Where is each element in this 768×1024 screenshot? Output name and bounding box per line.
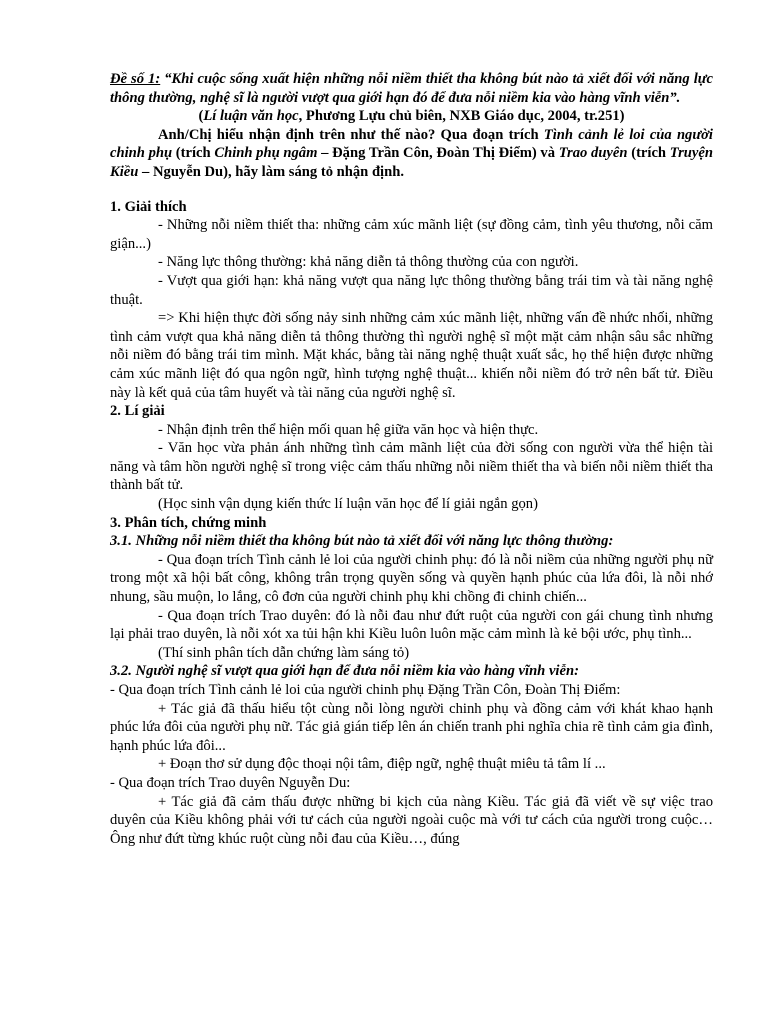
- source-rest: , Phương Lựu chủ biên, NXB Giáo dục, 2004, tr.251): [298, 108, 625, 125]
- section-3-2-item: - Qua đoạn trích Trao duyên Nguyễn Du:: [110, 774, 351, 791]
- source-open: (: [198, 108, 204, 125]
- section-3-2-item: + Tác giả đã thấu hiểu tột cùng nỗi lòng người chinh phụ và đồng cảm với khát khao hạnh phúc lứa đôi của người phụ nữ. Tác giả gián tiếp lên án chiến tranh phi nghĩa chia rẽ tình cảm gia đình, hạnh phúc lứa đôi...: [110, 700, 713, 754]
- section-3-1-title: 3.1. Những nỗi niềm thiết tha không bút nào tả xiết đối với năng lực thông thường:: [110, 533, 614, 550]
- section-1-conclusion: => Khi hiện thực đời sống nảy sinh những cảm xúc mãnh liệt, những vấn đề nhức nhối, những tình cảm vượt qua khả năng diễn tả thông thường thì người nghệ sĩ một mặt cảm nhận sâu sắc những nỗi niềm đó bằng trái tim mình. Mặt khác, bằng tài năng nghệ thuật xuất sắc, họ thể hiện được những cảm xúc mãnh liệt đó qua ngôn ngữ, hình tượng nghệ thuật... khiến nỗi niềm đó trở nên bất tử. Điều này là kết quả của tâm huyết và tài năng của người nghệ sĩ.: [110, 310, 713, 401]
- question-work: Truyện Kiều: [110, 145, 713, 180]
- section-2-item: - Văn học vừa phản ánh những tình cảm mãnh liệt của đời sống con người vừa thể hiện tài năng và tâm hồn người nghệ sĩ trong việc cảm thấu những nỗi niềm thiết tha và biến nỗi niềm thiết tha thành bất tử.: [110, 440, 713, 494]
- question-part: (trích: [172, 145, 215, 162]
- section-3-1-item: - Qua đoạn trích Trao duyên: đó là nỗi đau như đứt ruột của người con gái chung tình nhưng lại phải trao duyên, là nỗi xót xa tủi hận khi Kiều luôn luôn mặc cảm mình là kẻ bội ước, phụ tình...: [110, 607, 713, 643]
- question-work: Chinh phụ ngâm: [214, 145, 318, 162]
- section-1-item: - Năng lực thông thường: khả năng diễn tả thông thường của con người.: [158, 254, 579, 271]
- section-2-title: 2. Lí giải: [110, 403, 165, 420]
- section-3-1-item: - Qua đoạn trích Tình cảnh lẻ loi của người chinh phụ: đó là nỗi niềm của những người phụ nữ trong một xã hội bất công, không trân trọng quyền sống và quyền hạnh phúc của lứa đôi, là nỗi nhớ nhung, sầu muộn, lo lắng, cô đơn của người chinh phụ khi chồng đi chinh chiến...: [110, 551, 713, 606]
- prompt-source: [110, 107, 713, 126]
- section-1-item: - Vượt qua giới hạn: khả năng vượt qua năng lực thông thường bằng trái tim và tài năng nghệ thuật.: [110, 272, 713, 308]
- section-1-title: 1. Giải thích: [110, 198, 187, 215]
- prompt-quote: “Khi cuộc sống xuất hiện những nỗi niềm thiết tha không bút nào tả xiết đối với năng lực thông thường, nghệ sĩ là người vượt qua giới hạn đó để đưa nỗi niềm kia vào hàng vĩnh viễn”.: [110, 71, 713, 106]
- question-work: Tình cảnh lẻ loi của người chinh phụ: [110, 126, 713, 162]
- section-2-item: - Nhận định trên thể hiện mối quan hệ giữa văn học và hiện thực.: [158, 421, 539, 438]
- section-3-2-item: - Qua đoạn trích Tình cảnh lẻ loi của người chinh phụ Đặng Trần Côn, Đoàn Thị Điểm:: [110, 682, 621, 698]
- section-3-1-note: (Thí sinh phân tích dẫn chứng làm sáng tỏ): [158, 644, 410, 661]
- question-part: Anh/Chị hiểu nhận định trên như thế nào? Qua đoạn trích: [158, 126, 544, 143]
- prompt-label: Đề số 1:: [110, 71, 161, 87]
- spacer: [110, 182, 713, 198]
- section-2-note: (Học sinh vận dụng kiến thức lí luận văn học để lí giải ngắn gọn): [158, 496, 538, 513]
- question-work: Trao duyên: [558, 145, 628, 162]
- prompt-question: [110, 126, 713, 182]
- section-3-2-item: + Tác giả đã cảm thấu được những bi kịch của nàng Kiều. Tác giả đã viết về sự việc trao duyên của Kiều không phải với tư cách của người ngoài cuộc mà với tư cách của người trong cuộc… Ông như đứt từng khúc ruột cùng nỗi đau của Kiều…, đúng: [110, 793, 713, 847]
- section-3-2-title: 3.2. Người nghệ sĩ vượt qua giới hạn để đưa nỗi niềm kia vào hàng vĩnh viễn:: [110, 663, 579, 680]
- section-3-2-item: + Đoạn thơ sử dụng độc thoại nội tâm, điệp ngữ, nghệ thuật miêu tả tâm lí ...: [158, 756, 606, 773]
- question-part: – Nguyễn Du), hãy làm sáng tỏ nhận định.: [138, 163, 404, 180]
- prompt-paragraph: [110, 70, 713, 107]
- section-3-title: 3. Phân tích, chứng minh: [110, 514, 267, 531]
- source-title: Lí luận văn học: [203, 108, 299, 125]
- section-1-item: - Những nỗi niềm thiết tha: những cảm xúc mãnh liệt (sự đồng cảm, tình yêu thương, nỗi căm giận...): [110, 217, 713, 252]
- question-part: (trích: [627, 145, 670, 162]
- question-part: – Đặng Trần Côn, Đoàn Thị Điểm) và: [317, 145, 559, 162]
